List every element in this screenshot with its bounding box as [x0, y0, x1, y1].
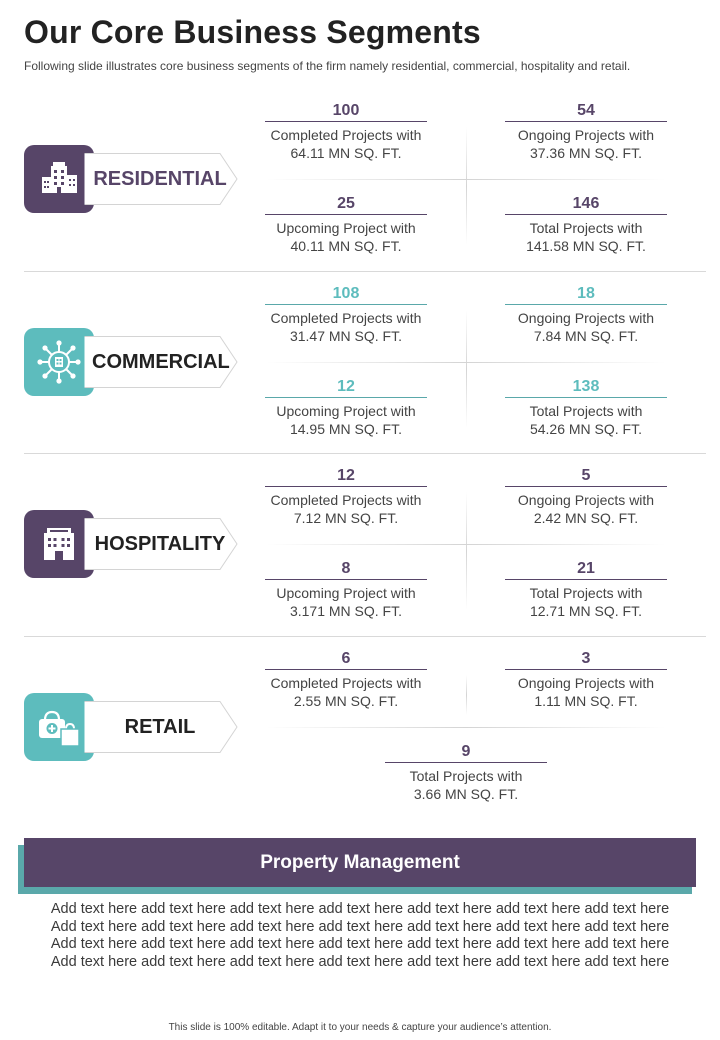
stat-rule	[265, 304, 427, 305]
stat-description: Ongoing Projects with 1.11 MN SQ. FT.	[517, 675, 655, 709]
stat-description: Completed Projects with 64.11 MN SQ. FT.	[270, 127, 422, 161]
stat-value: 12	[337, 378, 355, 395]
stat-rule	[505, 486, 667, 487]
stat-rule	[505, 669, 667, 670]
stat-ongoing	[486, 100, 686, 162]
stat-rule	[505, 304, 667, 305]
stat-value: 138	[572, 378, 600, 395]
property-management-text: Add text here add text here add text here add text here add text here add text here add text here Add text here add text here add text here add text here add text here add text here add text here Add text here add text here add text here add text here add text here add text here add text here Add text here add text here add text here add text here add text here add text here add text here	[50, 901, 670, 970]
page-subtitle: Following slide illustrates core business segments of the firm namely residential, commercial, hospitality and retail.	[24, 59, 631, 73]
stat-description: Upcoming Project with 40.11 MN SQ. FT.	[276, 220, 416, 254]
stat-rule	[265, 669, 427, 670]
stat-rule	[505, 121, 667, 122]
segment-tag-hospitality	[84, 518, 234, 570]
stat-description: Total Projects with 141.58 MN SQ. FT.	[526, 220, 646, 254]
stat-description: Ongoing Projects with 2.42 MN SQ. FT.	[517, 492, 655, 526]
stat-description: Ongoing Projects with 37.36 MN SQ. FT.	[517, 127, 655, 161]
segment-tag-retail	[84, 701, 234, 753]
stat-ongoing	[486, 465, 686, 527]
stat-description: Upcoming Project with 14.95 MN SQ. FT.	[276, 403, 416, 437]
stat-description: Completed Projects with 7.12 MN SQ. FT.	[270, 492, 422, 526]
stat-value: 12	[337, 467, 355, 484]
stat-value: 5	[581, 467, 591, 484]
stat-upcoming	[246, 558, 446, 620]
divider	[266, 727, 666, 728]
stat-rule	[265, 579, 427, 580]
stat-description: Total Projects with 54.26 MN SQ. FT.	[529, 403, 643, 437]
page-title: Our Core Business Segments	[24, 14, 481, 50]
stat-value: 3	[581, 650, 591, 667]
segment-tag-commercial	[84, 336, 234, 388]
stat-total	[486, 193, 686, 255]
segment-residential	[24, 89, 706, 271]
stat-total	[366, 741, 566, 803]
stat-rule	[265, 121, 427, 122]
segment-hospitality	[24, 453, 706, 636]
stat-value: 8	[341, 560, 351, 577]
stat-value: 25	[337, 195, 355, 212]
stat-value: 146	[572, 195, 600, 212]
stat-total	[486, 558, 686, 620]
stat-value: 108	[332, 285, 360, 302]
stat-value: 6	[341, 650, 351, 667]
stat-value: 54	[577, 102, 595, 119]
stat-ongoing	[486, 283, 686, 345]
stat-completed	[246, 283, 446, 345]
stat-upcoming	[246, 193, 446, 255]
footer-note: This slide is 100% editable. Adapt it to your needs & capture your audience’s attention.	[168, 1022, 552, 1033]
divider	[266, 544, 666, 545]
stat-description: Total Projects with 3.66 MN SQ. FT.	[409, 768, 523, 802]
stat-description: Upcoming Project with 3.171 MN SQ. FT.	[276, 585, 416, 619]
stat-rule	[505, 397, 667, 398]
property-management-header: Property Management	[24, 838, 696, 887]
stat-rule	[265, 214, 427, 215]
stat-completed	[246, 100, 446, 162]
divider	[266, 179, 666, 180]
segment-retail	[24, 636, 706, 821]
segment-label: COMMERCIAL	[92, 351, 230, 373]
stat-value: 21	[577, 560, 595, 577]
segment-label: RESIDENTIAL	[93, 168, 227, 190]
stat-rule	[265, 486, 427, 487]
divider	[266, 362, 666, 363]
segment-label: HOSPITALITY	[94, 533, 226, 555]
stat-upcoming	[246, 376, 446, 438]
stat-ongoing	[486, 648, 686, 710]
stat-description: Completed Projects with 31.47 MN SQ. FT.	[270, 310, 422, 344]
stat-completed	[246, 648, 446, 710]
stat-description: Completed Projects with 2.55 MN SQ. FT.	[270, 675, 422, 709]
stat-description: Total Projects with 12.71 MN SQ. FT.	[529, 585, 643, 619]
segment-label: RETAIL	[124, 716, 196, 738]
stat-description: Ongoing Projects with 7.84 MN SQ. FT.	[517, 310, 655, 344]
stat-total	[486, 376, 686, 438]
stat-rule	[385, 762, 547, 763]
divider	[466, 310, 467, 428]
divider	[466, 492, 467, 610]
divider	[466, 675, 467, 715]
stat-value: 9	[461, 743, 471, 760]
divider	[466, 127, 467, 245]
stat-completed	[246, 465, 446, 527]
stat-rule	[265, 397, 427, 398]
stat-rule	[505, 214, 667, 215]
segment-tag-residential	[84, 153, 234, 205]
stat-value: 18	[577, 285, 595, 302]
segment-commercial	[24, 271, 706, 454]
stat-rule	[505, 579, 667, 580]
stat-value: 100	[332, 102, 360, 119]
